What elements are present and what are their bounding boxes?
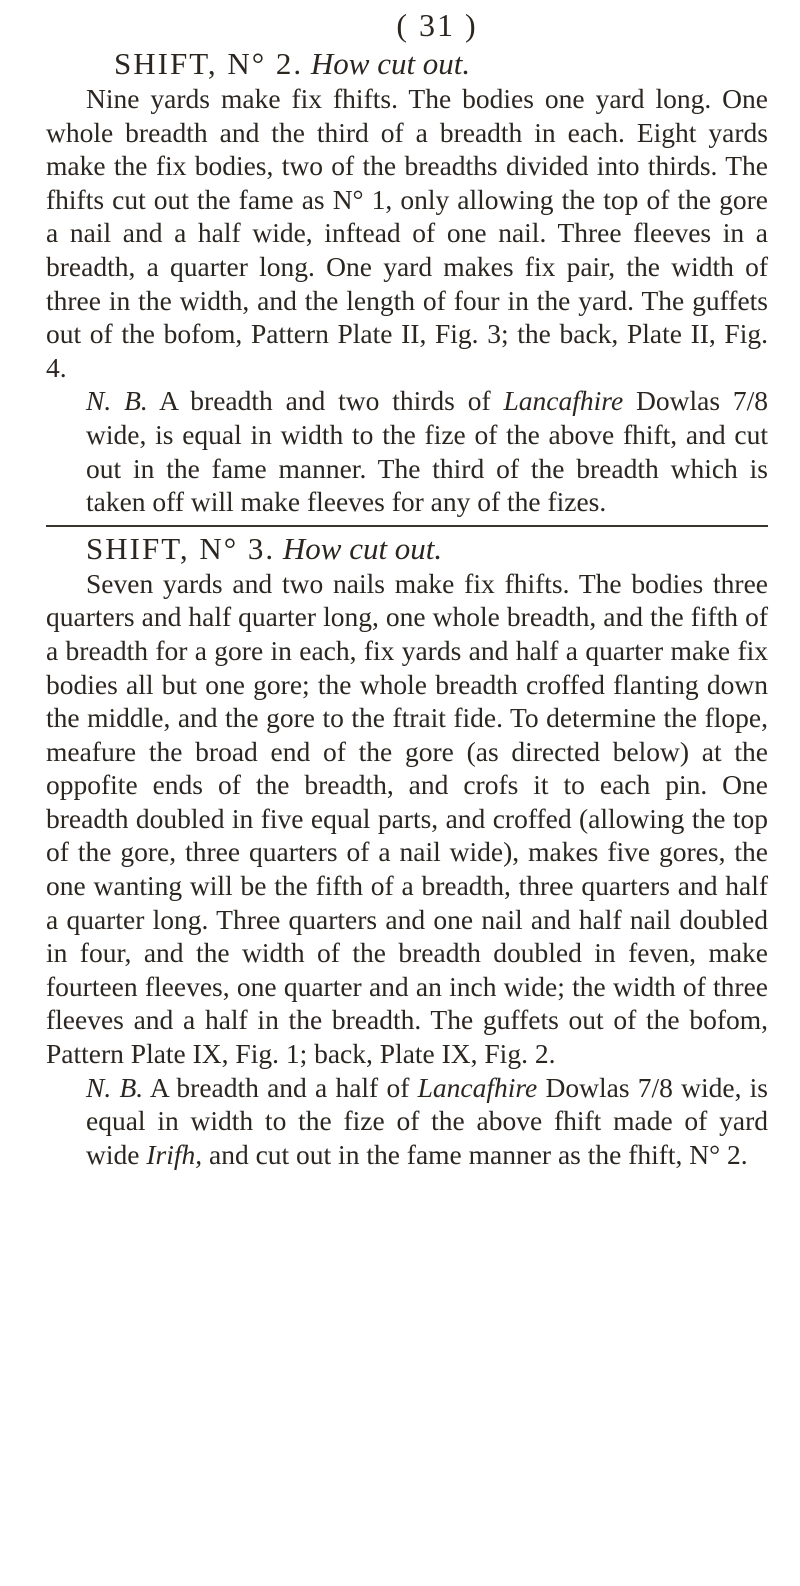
heading-title: SHIFT, N° 3. (86, 530, 276, 566)
section-divider (46, 525, 768, 527)
section-heading-shift-3 (86, 531, 768, 567)
note-text-post: and cut out in the fame manner as the fhift, N° 2. (208, 1138, 748, 1170)
section-body-shift-3: Seven yards and two nails make fix fhifts. The bodies three quarters and half quarter long, one whole breadth, and the fifth of a breadth for a gore in each, fix yards and half a quarter make fix bodies all but one gore; the whole breadth croffed flanting down the middle, and the gore to the ftrait fide. To determine the flope, meafure the broad end of the gore (as directed below) at the oppofite ends of the breadth, and crofs it to each pin. One breadth doubled in five equal parts, and croffed (allowing the top of the gore, three quarters of a nail wide), makes five gores, the one wanting will be the fifth of a breadth, three quarters and half a quarter long. Three quarters and one nail and half nail doubled in four, and the width of the breadth doubled in feven, make fourteen fleeves, one quarter and an inch wide; the width of three fleeves and a half in the breadth. The guffets out of the bofom, Pattern Plate IX, Fig. 1; back, Plate IX, Fig. 2. (46, 567, 768, 1070)
note-place-2: Irifh, (146, 1138, 203, 1170)
note-paragraph-shift-3 (46, 1071, 768, 1172)
heading-subtitle: How cut out. (310, 46, 471, 81)
note-label: N. B. (86, 385, 148, 417)
note-label: N. B. (86, 1071, 144, 1103)
note-place: Lancafhire (417, 1071, 538, 1103)
note-text-pre: A breadth and two thirds of (159, 385, 491, 417)
heading-title: SHIFT, N° 2. (114, 46, 304, 81)
heading-subtitle: How cut out. (282, 530, 443, 566)
note-text-post: Dowlas 7/8 wide, is equal in width to the fize of the above fhift, and cut out in the fame manner. The third of the breadth which is taken off will make fleeves for any of the fizes. (86, 385, 769, 518)
section-heading-shift-2 (114, 46, 768, 82)
note-place: Lancafhire (503, 385, 624, 417)
note-text-mid: Dowlas 7/8 wide, is equal in width to the fize of the above fhift made of yard wide (86, 1071, 769, 1170)
document-page (46, 0, 768, 1171)
note-paragraph-shift-2 (46, 384, 768, 518)
note-text-pre: A breadth and a half of (149, 1071, 410, 1103)
page-number: ( 31 ) (396, 7, 478, 43)
section-body-shift-2: Nine yards make fix fhifts. The bodies one yard long. One whole breadth and the third of a breadth in each. Eight yards make the fix bodies, two of the breadths divided into thirds. The fhifts cut out the fame as N° 1, only allowing the top of the gore a nail and a half wide, inftead of one nail. Three fleeves in a breadth, a quarter long. One yard makes fix pair, the width of three in the width, and the length of four in the yard. The guffets out of the bofom, Pattern Plate II, Fig. 3; the back, Plate II, Fig. 4. (46, 83, 768, 383)
